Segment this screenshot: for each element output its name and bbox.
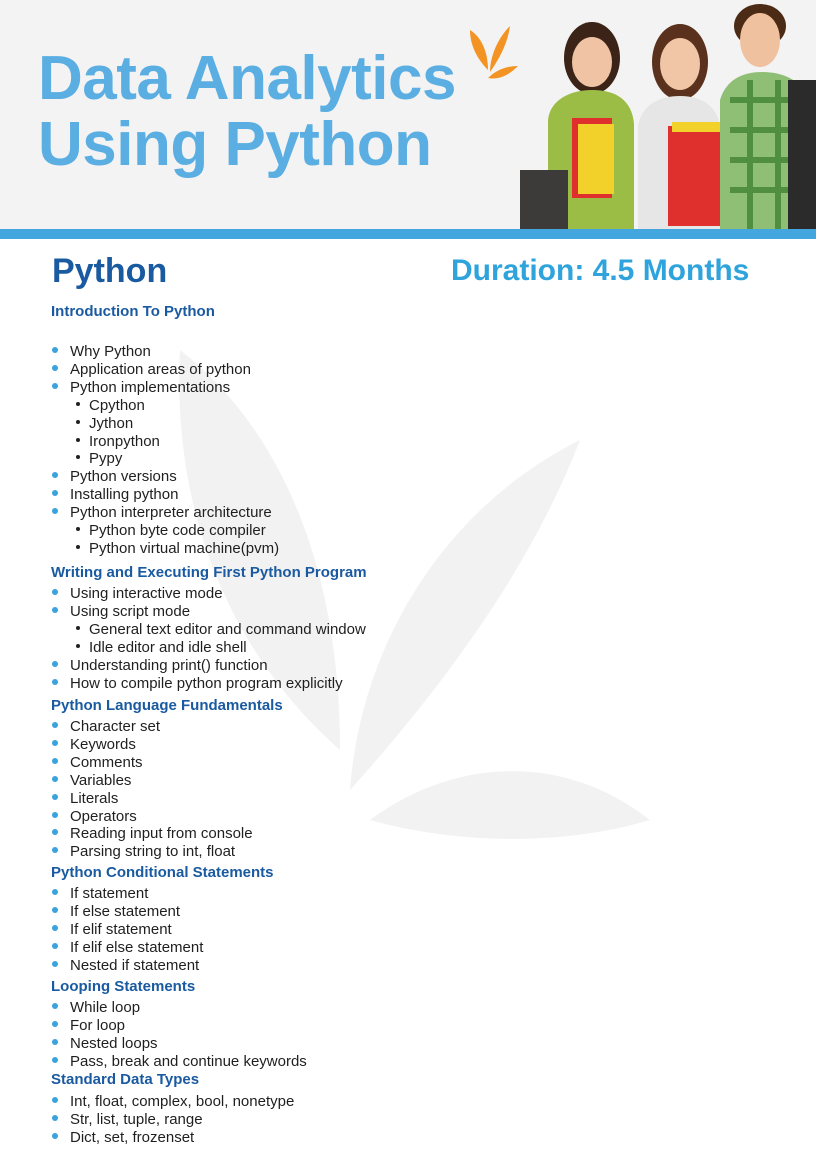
list-item: [52, 736, 136, 754]
list-item: [52, 1129, 194, 1147]
list-item: [52, 379, 230, 397]
list-item: [52, 939, 203, 957]
list-item: [52, 361, 251, 379]
sub-list-item-label: Idle editor and idle shell: [89, 638, 247, 656]
list-item-label: Using script mode: [70, 602, 191, 620]
list-item-label: If elif statement: [70, 920, 172, 938]
bullet-icon: [52, 943, 58, 949]
list-item: [52, 825, 253, 843]
bullet-icon: [52, 383, 58, 389]
list-item: [52, 957, 199, 975]
sub-bullet-icon: [76, 455, 80, 459]
sub-bullet-icon: [76, 420, 80, 424]
list-item-label: Nested if statement: [70, 956, 200, 974]
list-item: [52, 1093, 294, 1111]
bullet-icon: [52, 758, 58, 764]
list-item-label: Str, list, tuple, range: [70, 1110, 203, 1128]
list-item: [52, 1111, 203, 1129]
sub-list-item: [76, 522, 266, 540]
list-item: [52, 772, 131, 790]
bullet-icon: [52, 607, 58, 613]
sub-bullet-icon: [76, 545, 80, 549]
bullet-icon: [52, 589, 58, 595]
list-item-label: Understanding print() function: [70, 656, 268, 674]
bullet-icon: [52, 661, 58, 667]
header-banner: [0, 0, 816, 229]
sub-bullet-icon: [76, 644, 80, 648]
list-item-label: For loop: [70, 1016, 126, 1034]
bullet-icon: [52, 776, 58, 782]
list-item-label: Dict, set, frozenset: [70, 1128, 195, 1146]
bullet-icon: [52, 812, 58, 818]
sub-list-item: [76, 621, 366, 639]
section-heading: Python Conditional Statements: [51, 864, 274, 881]
sub-list-item-label: Python byte code compiler: [89, 522, 266, 539]
list-item: [52, 921, 172, 939]
list-item-label: Using interactive mode: [70, 585, 223, 602]
list-item-label: Comments: [70, 753, 143, 771]
list-item: [52, 657, 268, 675]
list-item: [52, 504, 272, 522]
bullet-icon: [52, 1115, 58, 1121]
sub-bullet-icon: [76, 527, 80, 531]
list-item-label: If else statement: [70, 902, 181, 920]
list-item-label: While loop: [70, 999, 141, 1016]
bullet-icon: [52, 961, 58, 967]
bullet-icon: [52, 365, 58, 371]
sub-list-item-label: Python virtual machine(pvm): [89, 539, 280, 557]
list-item: [52, 1053, 307, 1071]
sub-bullet-icon: [76, 626, 80, 630]
list-item: [52, 468, 177, 486]
list-item-label: Literals: [70, 789, 119, 807]
bullet-icon: [52, 1021, 58, 1027]
list-item-label: Character set: [70, 718, 161, 735]
bullet-icon: [52, 889, 58, 895]
list-item-label: Reading input from console: [70, 825, 253, 843]
list-item-label: If statement: [70, 885, 149, 902]
bullet-icon: [52, 740, 58, 746]
banner-title-line-1: Data Analytics: [38, 44, 456, 113]
section-heading: Writing and Executing First Python Program: [51, 564, 367, 581]
list-item: [52, 885, 148, 903]
list-item: [52, 486, 178, 504]
bullet-icon: [52, 1097, 58, 1103]
list-item-label: Variables: [70, 771, 132, 789]
bullet-icon: [52, 679, 58, 685]
list-item: [52, 843, 235, 861]
bullet-icon: [52, 490, 58, 496]
course-name: Python: [52, 252, 168, 290]
bullet-icon: [52, 794, 58, 800]
sub-list-item-label: Jython: [89, 414, 134, 432]
sub-list-item-label: Pypy: [89, 450, 123, 468]
sub-list-item: [76, 540, 279, 558]
section-heading: Introduction To Python: [51, 303, 215, 320]
bullet-icon: [52, 722, 58, 728]
sub-list-item: [76, 639, 247, 657]
list-item-label: Operators: [70, 807, 137, 825]
section-heading: Standard Data Types: [51, 1071, 200, 1088]
sub-list-item: [76, 397, 145, 415]
list-item-label: Why Python: [70, 343, 151, 360]
sub-list-item-label: Cpython: [89, 396, 145, 414]
list-item: [52, 790, 118, 808]
section-heading: Looping Statements: [51, 978, 196, 995]
header-divider-band: [0, 229, 816, 239]
sub-list-item: [76, 450, 122, 468]
list-item: [52, 754, 143, 772]
banner-title-line-2: Using Python: [38, 110, 432, 179]
list-item-label: Parsing string to int, float: [70, 843, 236, 861]
bullet-icon: [52, 1133, 58, 1139]
list-item: [52, 1017, 125, 1035]
list-item-label: Application areas of python: [70, 360, 251, 378]
sub-bullet-icon: [76, 402, 80, 406]
list-item-label: Installing python: [70, 486, 179, 504]
list-item-label: How to compile python program explicitly: [70, 674, 343, 692]
list-item: [52, 999, 140, 1017]
bullet-icon: [52, 472, 58, 478]
bullet-icon: [52, 925, 58, 931]
list-item: [52, 343, 151, 361]
list-item-label: If elif else statement: [70, 938, 204, 956]
list-item: [52, 1035, 158, 1053]
list-item: [52, 718, 160, 736]
list-item-label: Int, float, complex, bool, nonetype: [70, 1093, 295, 1110]
list-item: [52, 585, 223, 603]
sub-list-item-label: Ironpython: [89, 432, 160, 450]
list-item-label: Python versions: [70, 468, 177, 486]
list-item: [52, 808, 137, 826]
bullet-icon: [52, 829, 58, 835]
list-item-label: Python interpreter architecture: [70, 504, 272, 522]
course-duration: Duration: 4.5 Months: [451, 254, 750, 287]
sub-bullet-icon: [76, 438, 80, 442]
section-heading: Python Language Fundamentals: [51, 697, 283, 714]
bullet-icon: [52, 907, 58, 913]
list-item-label: Python implementations: [70, 378, 231, 396]
sub-list-item: [76, 433, 160, 451]
list-item: [52, 903, 180, 921]
list-item-label: Keywords: [70, 735, 136, 753]
sub-list-item-label: General text editor and command window: [89, 620, 366, 638]
bullet-icon: [52, 847, 58, 853]
bullet-icon: [52, 508, 58, 514]
bullet-icon: [52, 1003, 58, 1009]
bullet-icon: [52, 347, 58, 353]
list-item-label: Pass, break and continue keywords: [70, 1052, 307, 1070]
students-photo: [520, 0, 816, 229]
bullet-icon: [52, 1039, 58, 1045]
list-item: [52, 675, 343, 693]
sub-list-item: [76, 415, 133, 433]
list-item-label: Nested loops: [70, 1034, 158, 1052]
orange-leaf-logo-icon: [462, 22, 522, 90]
list-item: [52, 603, 190, 621]
bullet-icon: [52, 1057, 58, 1063]
